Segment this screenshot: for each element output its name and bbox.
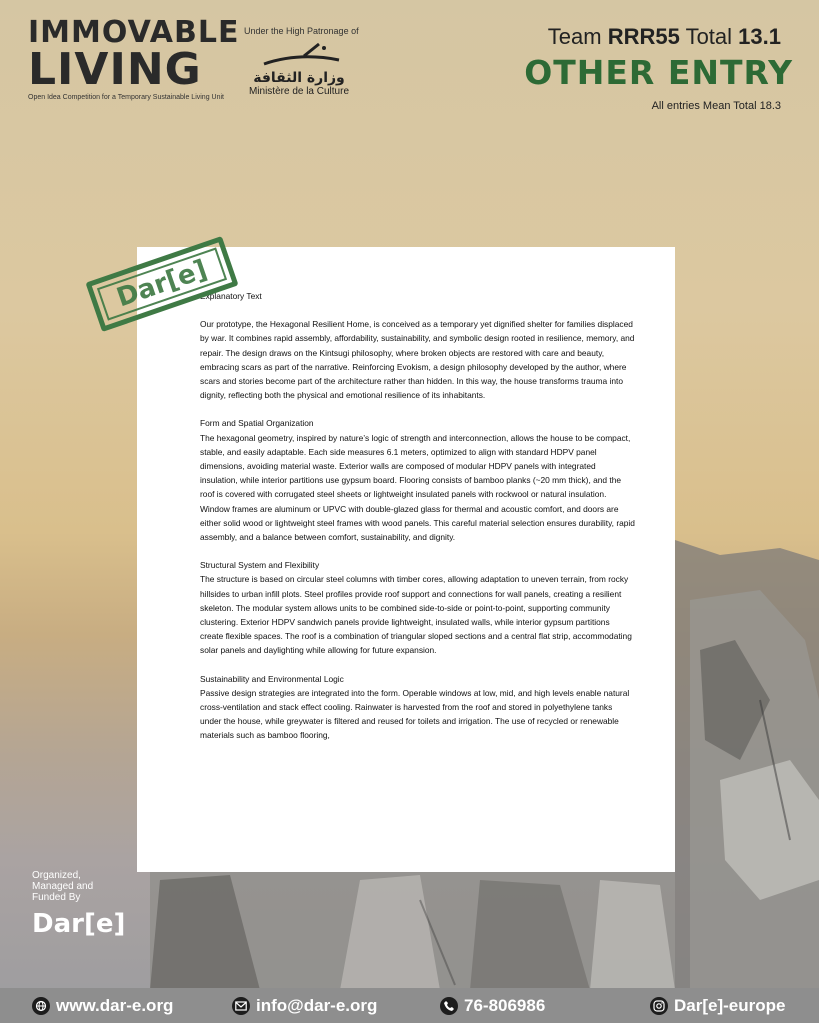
team-prefix: Team	[547, 24, 602, 49]
ministry-emblem-icon	[244, 42, 354, 72]
phone-text: 76-806986	[464, 995, 546, 1015]
email-text: info@dar-e.org	[256, 995, 378, 1015]
total-value: 13.1	[738, 24, 781, 49]
footer-email[interactable]	[232, 988, 377, 1023]
document-title: Explanatory Text	[200, 291, 262, 301]
footer-bar	[0, 988, 819, 1023]
instagram-icon	[650, 997, 668, 1015]
phone-icon	[440, 997, 458, 1015]
logo-word-immovable: IMMOVABLE	[28, 15, 240, 50]
team-score-line	[548, 24, 781, 50]
mean-total: All entries Mean Total 18.3	[651, 100, 781, 112]
section-body: The hexagonal geometry, inspired by nature’s logic of strength and interconnection, allows the house to be compact, stable, and easily adaptable. Each side measures 6.1 meters, optimized to align with standard HDPV panel dimensions, avoiding material waste. Exterior walls are composed of modular HDPV panels with integrated insulation, while interior partitions use gypsum board. Flooring consists of bamboo planks (~20 mm thick), and the roof is covered with corrugated steel sheets or lightweight insulated panels with rockwool or natural insulation. Window frames are aluminum or UPVC with double-glazed glass for thermal and acoustic comfort, and doors are either solid wood or lightweight steel frames with wood panels. This careful material selection ensures durability, rapid assembly, and a balance between comfort, sustainability, and dignity.	[200, 432, 635, 543]
patronage-block	[244, 26, 374, 97]
patronage-label: Under the High Patronage of	[244, 26, 359, 36]
competition-logo	[28, 15, 240, 101]
footer-website[interactable]	[32, 988, 173, 1023]
section-body: The structure is based on circular steel columns with timber cores, allowing adaptation to uneven terrain, from rocky hillsides to urban infill plots. Steel profiles provide roof support and connections for wall panels, creating a resilient skeleton. The modular system allows units to be combined side-to-side or point-to-point, supporting community clustering. Exterior HDPV sandwich panels provide lightweight, insulated walls, while interior gypsum partitions create flexible spaces. The roof is a combination of triangular sloped sections and a central flat strip, accommodating solar panels and daylighting while allowing for future expansion.	[200, 574, 632, 656]
organizer-block	[32, 870, 125, 939]
globe-icon	[32, 997, 50, 1015]
footer-phone[interactable]	[440, 988, 545, 1023]
footer-instagram[interactable]	[650, 988, 785, 1023]
organizer-logo: Dar[e]	[32, 909, 126, 939]
stamp-text: Dar[e]	[97, 247, 227, 320]
team-name: RRR55	[607, 24, 680, 49]
entry-title: OTHER ENTRY	[524, 53, 793, 92]
section-heading: Form and Spatial Organization	[200, 418, 314, 429]
website-text: www.dar-e.org	[56, 995, 174, 1015]
section-heading: Sustainability and Environmental Logic	[200, 673, 344, 684]
total-label: Total	[685, 24, 733, 49]
instagram-text: Dar[e]-europe	[674, 995, 786, 1015]
document-intro: Our prototype, the Hexagonal Resilient Home, is conceived as a temporary yet dignified shelter for families displaced by war. It combines rapid assembly, affordability, sustainability, and symbolic design rooted in resilience, memory, and repair. The design draws on the Kintsugi philosophy, where broken objects are restored with care and beauty, embracing scars as part of the narrative. Reinforcing Evokism, a design philosophy developed by the author, where scars and stories become part of the architecture rather than hidden. In this way, the house transforms trauma into dignity, reflecting both the physical and emotional resilience of its inhabitants.	[200, 319, 635, 401]
section-body: Passive design strategies are integrated into the form. Operable windows at low, mid, and high levels enable natural cross-ventilation and stack effect cooling. Rainwater is harvested from the roof and stored in polyethylene tanks under the house, while greywater is filtered and reused for toilets and irrigation. The use of recycled or renewable materials such as bamboo flooring,	[200, 687, 630, 741]
ministry-name-french: Ministère de la Culture	[248, 86, 350, 97]
section-heading: Structural System and Flexibility	[200, 560, 320, 571]
explanatory-document	[137, 247, 675, 872]
mail-icon	[232, 997, 250, 1015]
logo-word-living: LIVING	[28, 44, 202, 95]
logo-subtitle: Open Idea Competition for a Temporary Sustainable Living Unit	[28, 94, 224, 101]
ministry-name-arabic: وزارة الثقافة	[253, 70, 345, 86]
organizer-label: Organized, Managed and Funded By	[32, 870, 94, 903]
